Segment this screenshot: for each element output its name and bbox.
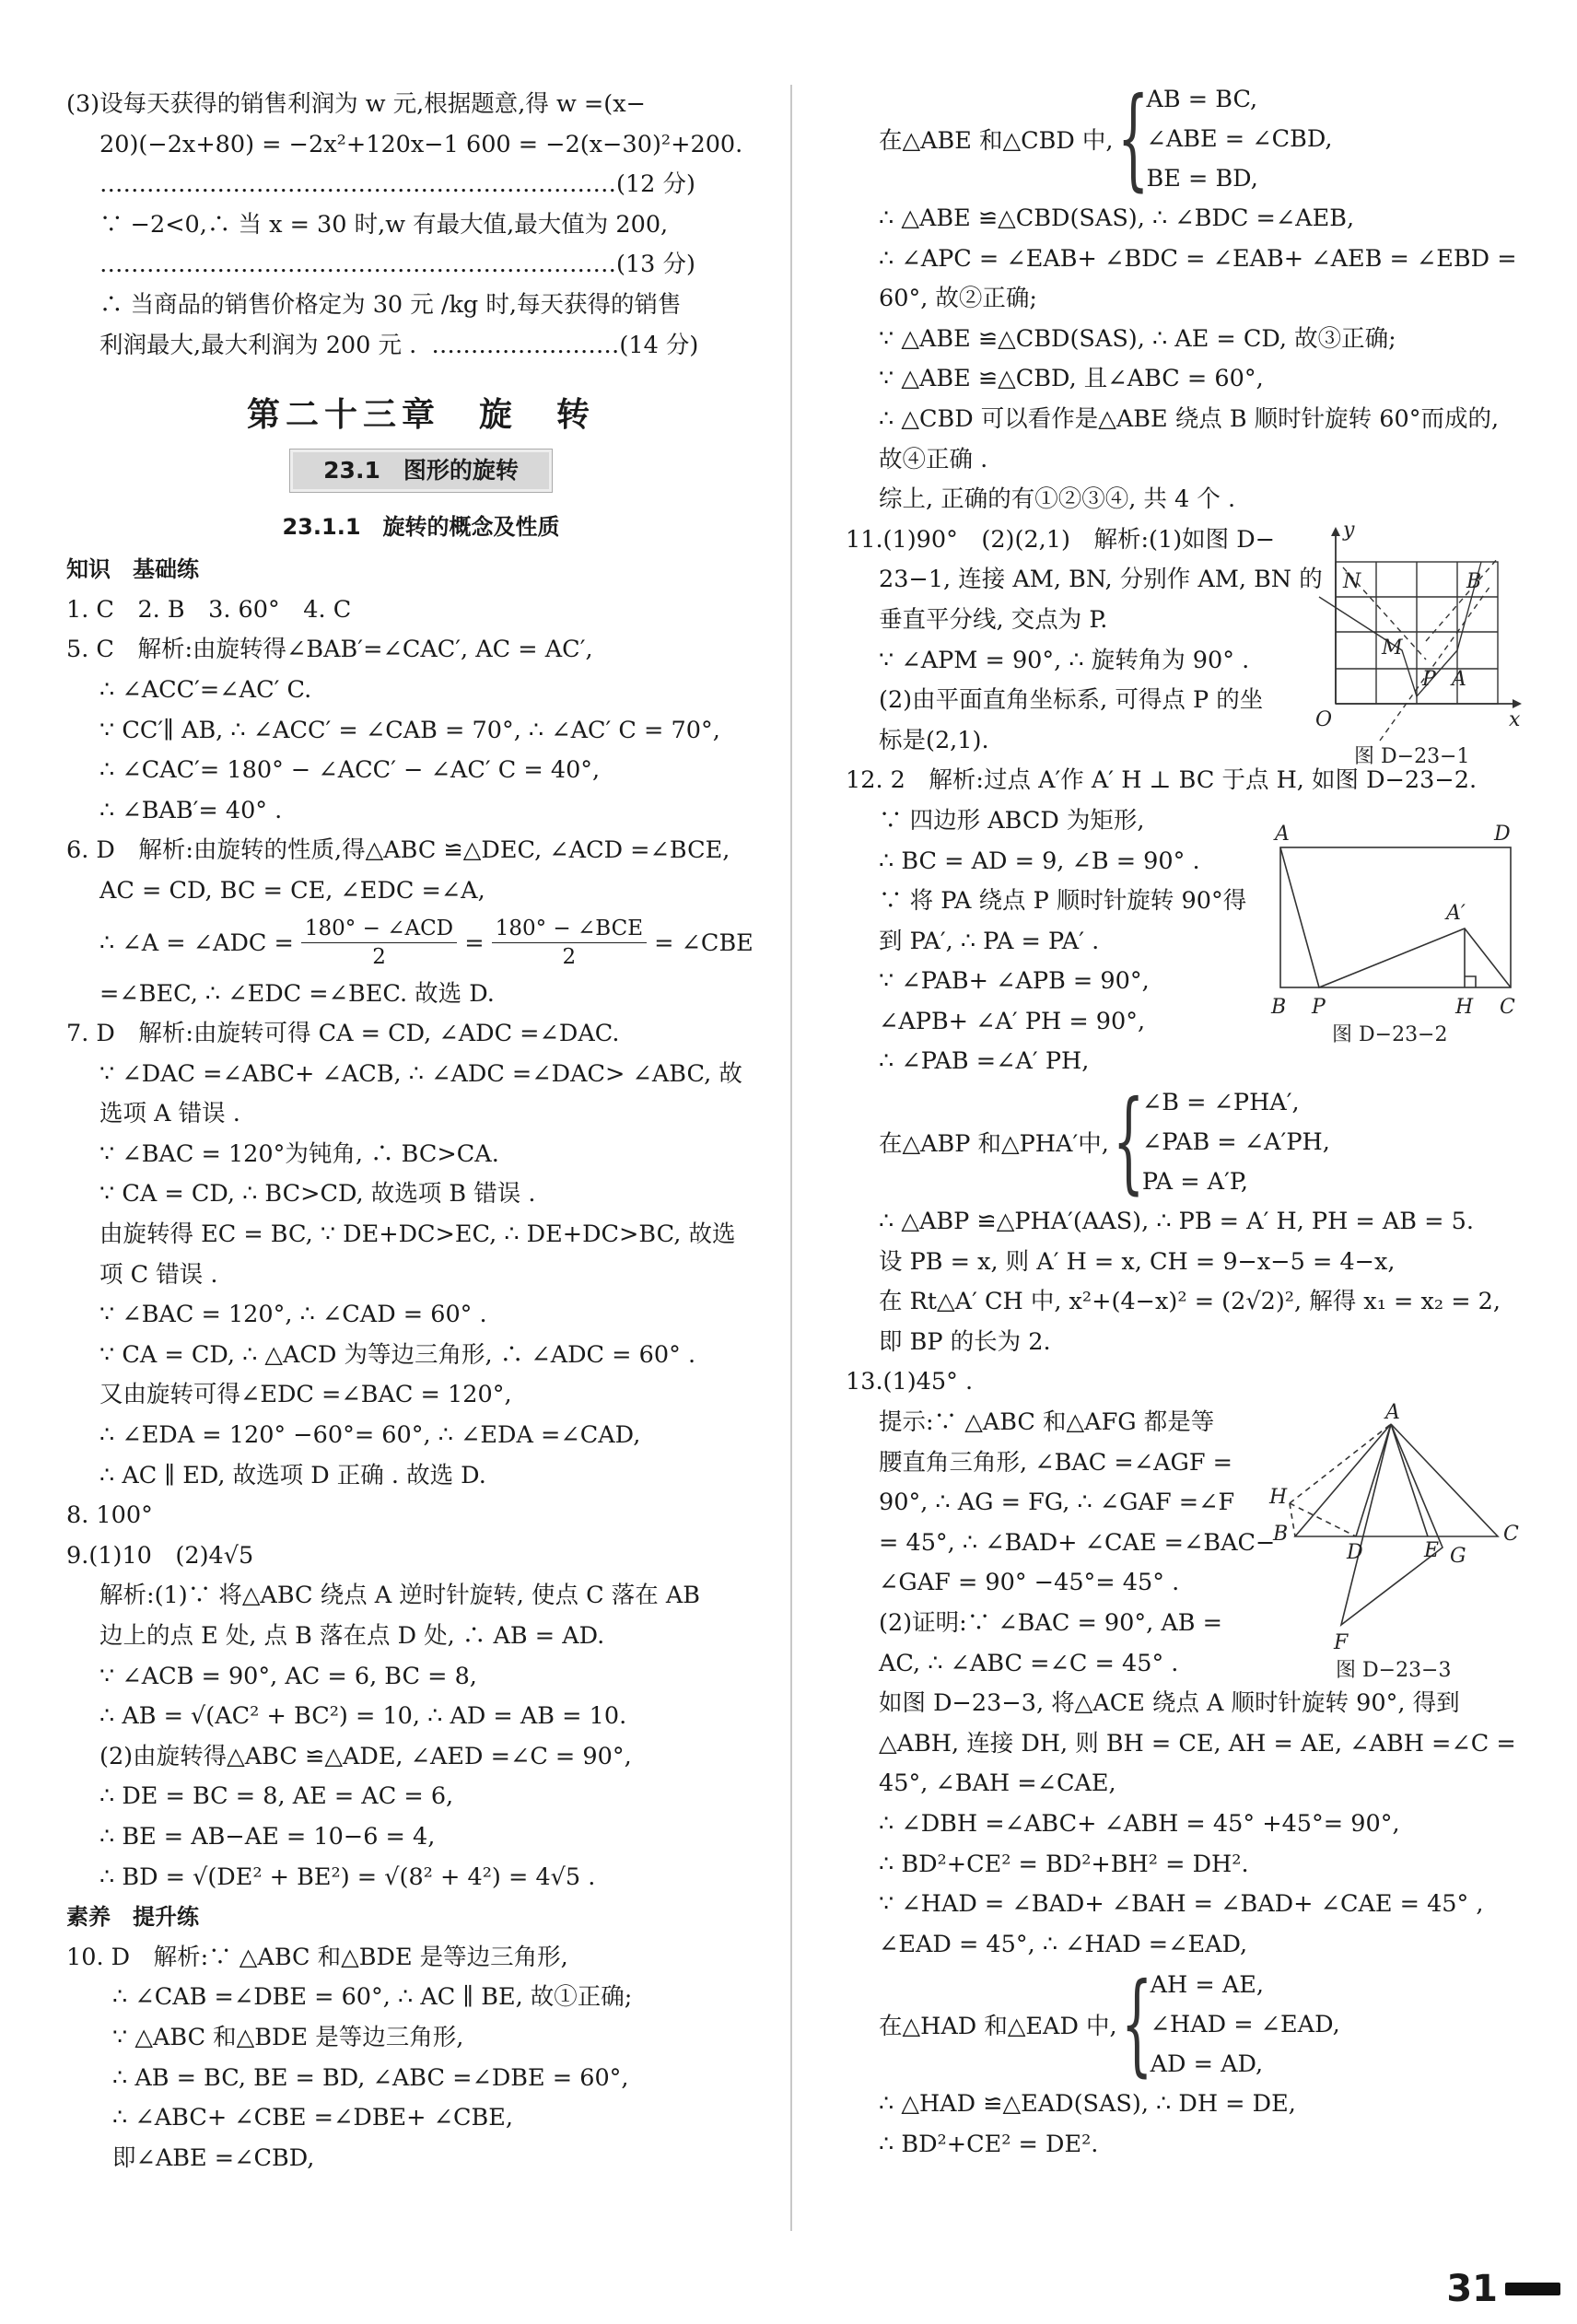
q6-line: 6. D 解析:由旋转的性质,得△ABC ≌△DEC, ∠ACD =∠BCE, bbox=[66, 836, 730, 865]
fig1-caption: 图 D−23−1 bbox=[1354, 745, 1470, 768]
q7-line: 选项 A 错误 . bbox=[99, 1100, 240, 1128]
q5-line: ∴ ∠CAC′= 180° − ∠ACC′ − ∠AC′ C = 40°, bbox=[99, 756, 601, 785]
q12-line: ∵ ∠PAB+ ∠APB = 90°, bbox=[879, 967, 1150, 996]
q9-line: ∴ BE = AB−AE = 10−6 = 4, bbox=[99, 1822, 436, 1851]
q13-line: △ABH, 连接 DH, 则 BH = CE, AH = AE, ∠ABH =∠C = bbox=[879, 1729, 1516, 1758]
text-line: ∵ −2<0,∴ 当 x = 30 时,w 有最大值,最大值为 200, bbox=[99, 210, 669, 239]
q7-line: 项 C 错误 . bbox=[99, 1260, 218, 1289]
q6-frac-lead: ∴ ∠A = ∠ADC = bbox=[99, 928, 294, 957]
q12-line: ∠APB+ ∠A′ PH = 90°, bbox=[879, 1007, 1146, 1035]
q9-line: 边上的点 E 处, 点 B 落在点 D 处, ∴ AB = AD. bbox=[99, 1622, 605, 1650]
column-divider bbox=[790, 85, 792, 2231]
q9-line: ∴ AB = √(AC² + BC²) = 10, ∴ AD = AB = 10. bbox=[99, 1702, 627, 1731]
category-advanced: 素养 提升练 bbox=[66, 1904, 199, 1931]
fig3-label-d: D bbox=[1347, 1541, 1363, 1564]
equals: = bbox=[457, 928, 492, 957]
fig2-caption: 图 D−23−2 bbox=[1332, 1023, 1448, 1046]
numerator: 180° − ∠BCE bbox=[492, 915, 647, 943]
fig2-label-a: A bbox=[1275, 823, 1290, 846]
system-row: PA = A′P, bbox=[1141, 1167, 1248, 1196]
figure-d-23-1 bbox=[1306, 521, 1527, 779]
fig3-label-h: H bbox=[1269, 1486, 1288, 1509]
q7-line: ∵ ∠BAC = 120°, ∴ ∠CAD = 60° . bbox=[99, 1301, 487, 1329]
page-number-bar bbox=[1505, 2283, 1560, 2295]
q12-line: 即 BP 的长为 2. bbox=[879, 1327, 1051, 1356]
q9-line: (2)由旋转得△ABC ≌△ADE, ∠AED =∠C = 90°, bbox=[99, 1742, 632, 1770]
fig2-label-b: B bbox=[1271, 996, 1287, 1019]
q13-line: ∵ ∠HAD = ∠BAD+ ∠BAH = ∠BAD+ ∠CAE = 45° , bbox=[879, 1890, 1484, 1919]
q12-line: 在 Rt△A′ CH 中, x²+(4−x)² = (2√2)², 解得 x₁ = x₂ = 2, bbox=[879, 1288, 1501, 1316]
q7-line: ∵ ∠DAC =∠ABC+ ∠ACB, ∴ ∠ADC =∠DAC> ∠ABC, 故 bbox=[99, 1059, 742, 1088]
section-title: 23.1 图形的旋转 bbox=[289, 449, 553, 493]
q13-line: = 45°, ∴ ∠BAD+ ∠CAE =∠BAC− bbox=[879, 1528, 1276, 1557]
q10-line: ∴ △CBD 可以看作是△ABE 绕点 B 顺时针旋转 60°而成的, bbox=[879, 404, 1500, 433]
fig3-label-c: C bbox=[1503, 1523, 1519, 1546]
q10-line: ∴ ∠ABC+ ∠CBE =∠DBE+ ∠CBE, bbox=[112, 2104, 513, 2132]
denominator: 2 bbox=[372, 945, 386, 969]
brace-icon: { bbox=[1120, 1960, 1152, 2089]
q6-frac-tail: = ∠CBE bbox=[646, 928, 753, 957]
q13-line: ∴ ∠DBH =∠ABC+ ∠ABH = 45° +45°= 90°, bbox=[879, 1809, 1400, 1838]
fraction bbox=[301, 915, 457, 971]
fig1-label-p: P bbox=[1422, 668, 1436, 691]
q10-line: ∴ AB = BC, BE = BD, ∠ABC =∠DBE = 60°, bbox=[112, 2063, 629, 2092]
fig3-label-a: A bbox=[1385, 1401, 1400, 1424]
q12-line: ∵ 将 PA 绕点 P 顺时针旋转 90°得 bbox=[879, 887, 1247, 916]
system-row: ∠PAB = ∠A′PH, bbox=[1141, 1127, 1330, 1156]
q10-line: ∵ △ABE ≌△CBD(SAS), ∴ AE = CD, 故③正确; bbox=[879, 324, 1396, 353]
q7-line: ∵ CA = CD, ∴ △ACD 为等边三角形, ∴ ∠ADC = 60° . bbox=[99, 1340, 696, 1369]
q7-line: ∴ ∠EDA = 120° −60°= 60°, ∴ ∠EDA =∠CAD, bbox=[99, 1421, 641, 1450]
q12-line: ∴ BC = AD = 9, ∠B = 90° . bbox=[879, 847, 1200, 875]
q7-line: 由旋转得 EC = BC, ∵ DE+DC>EC, ∴ DE+DC>BC, 故选 bbox=[99, 1220, 736, 1249]
q7-line: 又由旋转可得∠EDC =∠BAC = 120°, bbox=[99, 1381, 512, 1409]
answer-8: 8. 100° bbox=[66, 1501, 153, 1530]
system-lead: 在△ABE 和△CBD 中, bbox=[879, 127, 1114, 155]
q5-line: ∵ CC′∥ AB, ∴ ∠ACC′ = ∠CAB = 70°, ∴ ∠AC′ C = 70°, bbox=[99, 716, 720, 744]
q6-fraction-line bbox=[66, 912, 776, 975]
q10-line: 综上, 正确的有①②③④, 共 4 个 . bbox=[879, 485, 1236, 514]
system-row: AH = AE, bbox=[1150, 1970, 1264, 1999]
q13-line: ∴ BD²+CE² = BD²+BH² = DH². bbox=[879, 1850, 1249, 1878]
q11-line: 23−1, 连接 AM, BN, 分别作 AM, BN 的 bbox=[879, 566, 1323, 594]
denominator: 2 bbox=[562, 945, 577, 969]
system-row: AB = BC, bbox=[1146, 85, 1258, 113]
fig2-label-a-prime: A′ bbox=[1446, 902, 1466, 925]
fig2-label-d: D bbox=[1494, 823, 1511, 846]
text-line: (3)设每天获得的销售利润为 w 元,根据题意,得 w =(x− bbox=[66, 90, 646, 118]
q11-line: ∵ ∠APM = 90°, ∴ 旋转角为 90° . bbox=[879, 646, 1250, 674]
fig3-label-e: E bbox=[1424, 1539, 1440, 1562]
fig1-label-b: B bbox=[1466, 570, 1482, 593]
page-number-text: 31 bbox=[1446, 2268, 1498, 2310]
q12-line: 到 PA′, ∴ PA = PA′ . bbox=[879, 927, 1100, 955]
fig2-label-p: P bbox=[1312, 996, 1326, 1019]
q9-line: ∴ DE = BC = 8, AE = AC = 6, bbox=[99, 1782, 454, 1811]
q10-line: 60°, 故②正确; bbox=[879, 285, 1038, 313]
q13-line: AC, ∴ ∠ABC =∠C = 45° . bbox=[879, 1649, 1179, 1677]
q9-line: 9.(1)10 (2)4√5 bbox=[66, 1541, 254, 1570]
q13-line: (2)证明:∵ ∠BAC = 90°, AB = bbox=[879, 1609, 1222, 1637]
q13-line: ∴ △HAD ≌△EAD(SAS), ∴ DH = DE, bbox=[879, 2090, 1296, 2119]
fig1-label-n: N bbox=[1343, 570, 1361, 593]
system-row: ∠B = ∠PHA′, bbox=[1141, 1088, 1300, 1116]
q10-line: 即∠ABE =∠CBD, bbox=[112, 2143, 315, 2172]
system-row: ∠HAD = ∠EAD, bbox=[1150, 2010, 1340, 2038]
q5-line: ∴ ∠BAB′= 40° . bbox=[99, 796, 283, 824]
equation-system-1 bbox=[846, 75, 1527, 203]
q11-line: (2)由平面直角坐标系, 可得点 P 的坐 bbox=[879, 686, 1264, 715]
right-column bbox=[846, 75, 1527, 2166]
text-line: 20)(−2x+80) = −2x²+120x−1 600 = −2(x−30)²+200. bbox=[99, 130, 743, 158]
q12-line: ∵ 四边形 ABCD 为矩形, bbox=[879, 806, 1145, 835]
category-basic: 知识 基础练 bbox=[66, 556, 199, 583]
q13-line: 提示:∵ △ABC 和△AFG 都是等 bbox=[879, 1408, 1215, 1437]
fig2-label-c: C bbox=[1500, 996, 1515, 1019]
q13-line: 腰直角三角形, ∠BAC =∠AGF = bbox=[879, 1448, 1233, 1477]
q12-line: 设 PB = x, 则 A′ H = x, CH = 9−x−5 = 4−x, bbox=[879, 1247, 1396, 1276]
q10-line: ∴ △ABE ≌△CBD(SAS), ∴ ∠BDC =∠AEB, bbox=[879, 204, 1355, 232]
q13-line: ∠EAD = 45°, ∴ ∠HAD =∠EAD, bbox=[879, 1930, 1248, 1958]
q13-line: 45°, ∠BAH =∠CAE, bbox=[879, 1769, 1116, 1798]
q5-line: 5. C 解析:由旋转得∠BAB′=∠CAC′, AC = AC′, bbox=[66, 636, 593, 664]
fraction bbox=[492, 915, 647, 971]
q9-line: ∴ BD = √(DE² + BE²) = √(8² + 4²) = 4√5 . bbox=[99, 1863, 596, 1891]
q13-line: 13.(1)45° . bbox=[846, 1368, 974, 1396]
fig3-caption: 图 D−23−3 bbox=[1336, 1659, 1452, 1682]
fig1-label-x: x bbox=[1509, 708, 1521, 731]
q12-line: ∴ △ABP ≌△PHA′(AAS), ∴ PB = A′ H, PH = AB = 5. bbox=[879, 1208, 1474, 1236]
fig2-label-h: H bbox=[1455, 996, 1474, 1019]
fig1-label-m: M bbox=[1382, 636, 1403, 660]
q7-line: ∵ CA = CD, ∴ BC>CD, 故选项 B 错误 . bbox=[99, 1180, 536, 1209]
system-row: AD = AD, bbox=[1150, 2050, 1264, 2078]
q11-line: 标是(2,1). bbox=[879, 726, 989, 754]
subsection-title: 23.1.1 旋转的概念及性质 bbox=[282, 514, 560, 541]
q9-line: ∵ ∠ACB = 90°, AC = 6, BC = 8, bbox=[99, 1662, 477, 1690]
q13-line: 如图 D−23−3, 将△ACE 绕点 A 顺时针旋转 90°, 得到 bbox=[879, 1689, 1460, 1718]
text-line: …………………………………………………………(12 分) bbox=[99, 170, 695, 199]
q7-line: ∵ ∠BAC = 120°为钝角, ∴ BC>CA. bbox=[99, 1139, 499, 1168]
equation-system-2 bbox=[846, 1078, 1527, 1207]
system-lead: 在△ABP 和△PHA′中, bbox=[879, 1130, 1109, 1159]
text-line: ∴ 当商品的销售价格定为 30 元 /kg 时,每天获得的销售 bbox=[99, 290, 682, 319]
fig1-label-y: y bbox=[1343, 521, 1355, 542]
text-line: …………………………………………………………(13 分) bbox=[99, 251, 695, 279]
q10-line: ∵ △ABC 和△BDE 是等边三角形, bbox=[112, 2023, 464, 2051]
figure-d-23-3 bbox=[1262, 1400, 1529, 1686]
left-column bbox=[66, 85, 776, 2178]
fig3-label-b: B bbox=[1273, 1523, 1289, 1546]
brace-icon: { bbox=[1116, 75, 1149, 203]
brace-icon: { bbox=[1112, 1078, 1145, 1207]
q10-line: ∴ ∠CAB =∠DBE = 60°, ∴ AC ∥ BE, 故①正确; bbox=[112, 1983, 633, 2012]
q11-line: 11.(1)90° (2)(2,1) 解析:(1)如图 D− bbox=[846, 525, 1276, 554]
q13-line: ∴ BD²+CE² = DE². bbox=[879, 2130, 1099, 2158]
q10-line: 10. D 解析:∵ △ABC 和△BDE 是等边三角形, bbox=[66, 1943, 568, 1971]
q5-line: ∴ ∠ACC′=∠AC′ C. bbox=[99, 675, 312, 704]
equation-system-3 bbox=[846, 1960, 1527, 2089]
q10-line: ∵ △ABE ≌△CBD, 且∠ABC = 60°, bbox=[879, 365, 1264, 393]
fig1-label-o: O bbox=[1315, 708, 1333, 731]
fig1-label-a: A bbox=[1452, 668, 1466, 691]
page-number bbox=[1446, 2268, 1560, 2310]
system-row: ∠ABE = ∠CBD, bbox=[1146, 124, 1333, 153]
q10-line: 故④正确 . bbox=[879, 445, 988, 473]
chapter-title: 第二十三章 旋 转 bbox=[246, 396, 595, 435]
q12-line: 12. 2 解析:过点 A′作 A′ H ⊥ BC 于点 H, 如图 D−23−2. bbox=[846, 766, 1478, 795]
numerator: 180° − ∠ACD bbox=[301, 915, 457, 943]
text-line: 利润最大,最大利润为 200 元 . ……………………(14 分) bbox=[99, 331, 699, 359]
q12-line: ∴ ∠PAB =∠A′ PH, bbox=[879, 1047, 1090, 1076]
q13-line: ∠GAF = 90° −45°= 45° . bbox=[879, 1569, 1180, 1597]
q11-line: 垂直平分线, 交点为 P. bbox=[879, 605, 1108, 634]
fig3-label-f: F bbox=[1334, 1631, 1349, 1654]
q10-line: ∴ ∠APC = ∠EAB+ ∠BDC = ∠EAB+ ∠AEB = ∠EBD = bbox=[879, 244, 1517, 273]
system-row: BE = BD, bbox=[1146, 164, 1258, 193]
q9-line: 解析:(1)∵ 将△ABC 绕点 A 逆时针旋转, 使点 C 落在 AB bbox=[99, 1582, 700, 1610]
figure-d-23-2 bbox=[1266, 820, 1524, 1050]
q6-line: =∠BEC, ∴ ∠EDC =∠BEC. 故选 D. bbox=[99, 979, 495, 1008]
q6-line: AC = CD, BC = CE, ∠EDC =∠A, bbox=[99, 876, 485, 905]
q7-line: 7. D 解析:由旋转可得 CA = CD, ∠ADC =∠DAC. bbox=[66, 1020, 620, 1048]
system-lead: 在△HAD 和△EAD 中, bbox=[879, 2013, 1117, 2041]
answer-1-4: 1. C 2. B 3. 60° 4. C bbox=[66, 595, 352, 624]
fig3-label-g: G bbox=[1450, 1545, 1466, 1568]
q13-line: 90°, ∴ AG = FG, ∴ ∠GAF =∠F bbox=[879, 1489, 1235, 1517]
q7-line: ∴ AC ∥ ED, 故选项 D 正确 . 故选 D. bbox=[99, 1461, 486, 1489]
